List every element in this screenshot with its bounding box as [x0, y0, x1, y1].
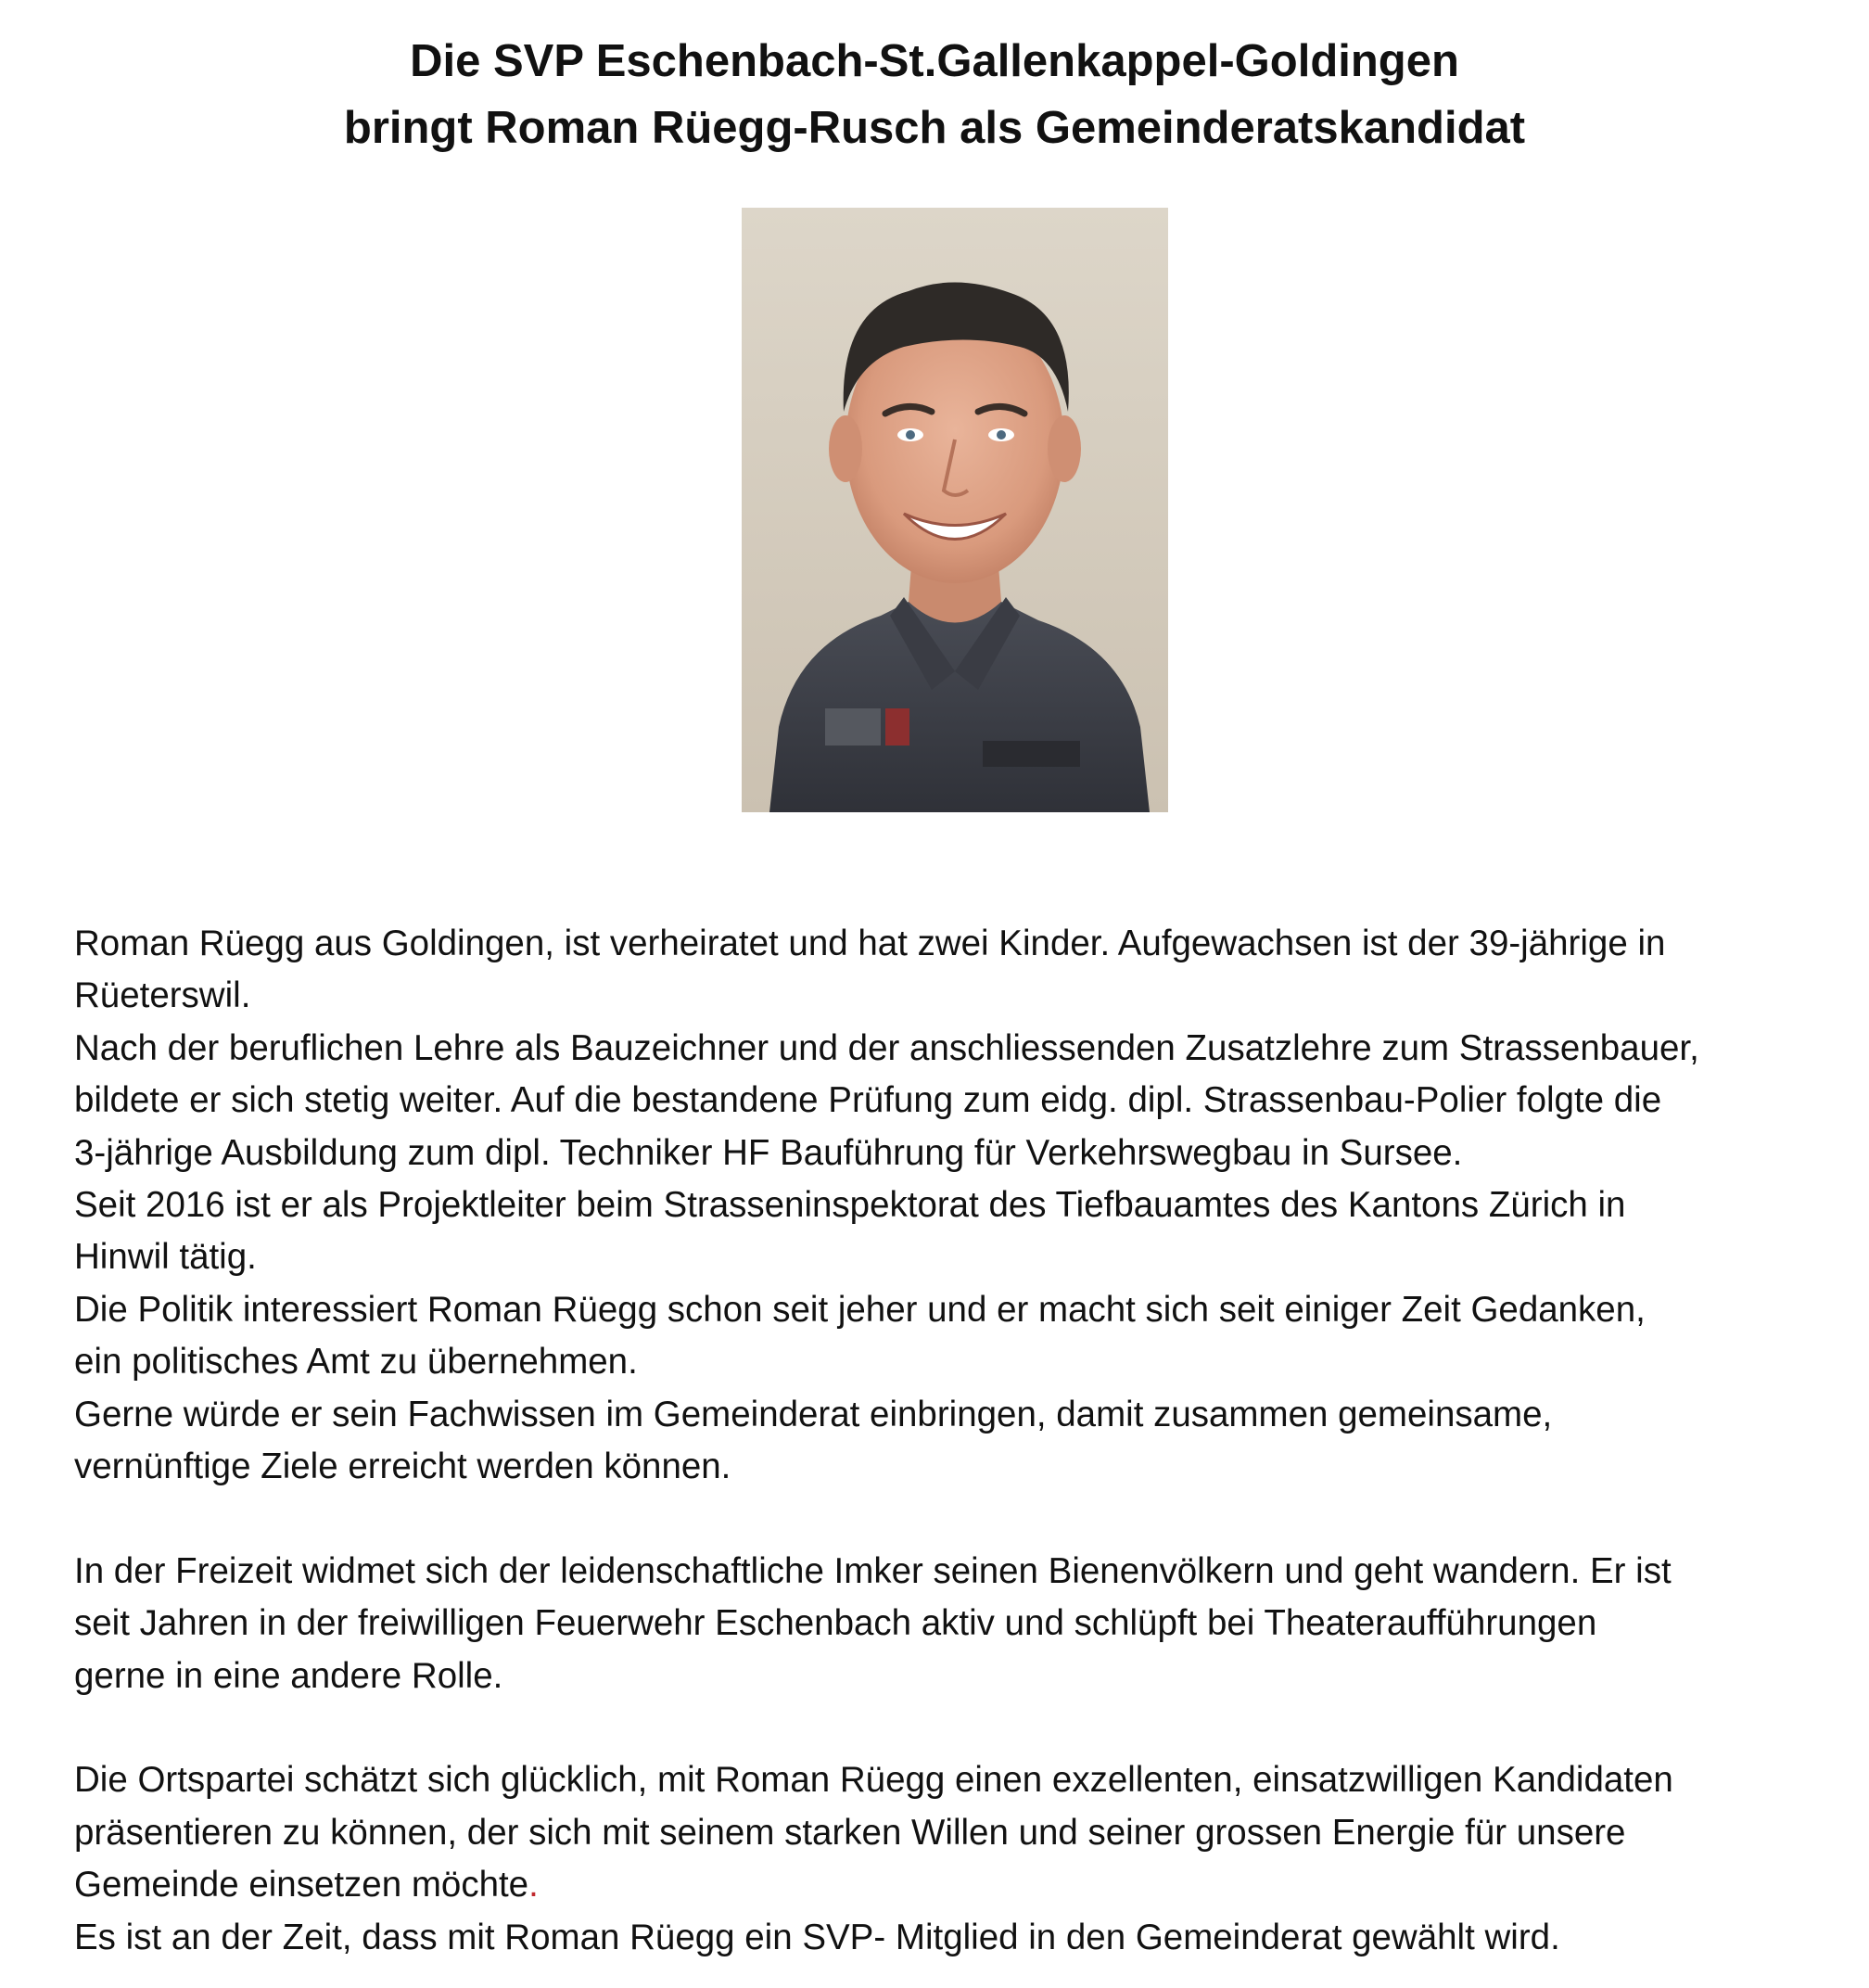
paragraph-profession: Seit 2016 ist er als Projektleiter beim Strasseninspektorat des Tiefbauamtes des Kantons Zürich in Hinwil tätig. [74, 1185, 1626, 1278]
paragraph-endorsement [74, 1754, 1836, 1911]
candidate-biography [74, 918, 1836, 1964]
paragraph-personal: Roman Rüegg aus Goldingen, ist verheiratet und hat zwei Kinder. Aufgewachsen ist der 39-jährige in Rüeterswil. [74, 924, 1666, 1016]
paragraph-freetime: In der Freizeit widmet sich der leidenschaftliche Imker seinen Bienenvölkern und geht wandern. Er ist seit Jahren in der freiwilligen Feuerwehr Eschenbach aktiv und schlüpft bei Theateraufführungen gerne in eine andere Rolle. [74, 1550, 1672, 1696]
candidate-portrait-illustration [742, 208, 1168, 812]
endorsement-period: . [528, 1865, 539, 1905]
paragraph-spacer [74, 1493, 1836, 1545]
paragraph-motivation: Gerne würde er sein Fachwissen im Gemeinderat einbringen, damit zusammen gemeinsame, vernünftige Ziele erreicht werden können. [74, 1394, 1553, 1487]
title-line-1: Die SVP Eschenbach-St.Gallenkappel-Goldingen [410, 36, 1459, 86]
endorsement-text: Die Ortspartei schätzt sich glücklich, mit Roman Rüegg einen exzellenten, einsatzwilligen Kandidaten präsentieren zu können, der sich mit seinem starken Willen und seiner grossen Energie für unsere Gemeinde einsetzen möchte [74, 1760, 1673, 1905]
paragraph-education: Nach der beruflichen Lehre als Bauzeichner und der anschliessenden Zusatzlehre zum Strassenbauer, bildete er sich stetig weiter. Auf die bestandene Prüfung zum eidg. dipl. Strassenbau-Polier folgte die 3-jährige Ausbildung zum dipl. Techniker HF Bauführung für Verkehrswegbau in Sursee. [74, 1027, 1699, 1173]
paragraph-closing: Es ist an der Zeit, dass mit Roman Rüegg ein SVP- Mitglied in den Gemeinderat gewählt wird. [74, 1917, 1560, 1957]
paragraph-politics: Die Politik interessiert Roman Rüegg schon seit jeher und er macht sich seit einiger Zeit Gedanken, ein politisches Amt zu übernehmen. [74, 1289, 1646, 1383]
paragraph-spacer [74, 1702, 1836, 1754]
document-title [0, 28, 1869, 161]
candidate-photo [742, 208, 1168, 812]
title-line-2: bringt Roman Rüegg-Rusch als Gemeinderatskandidat [343, 103, 1526, 153]
